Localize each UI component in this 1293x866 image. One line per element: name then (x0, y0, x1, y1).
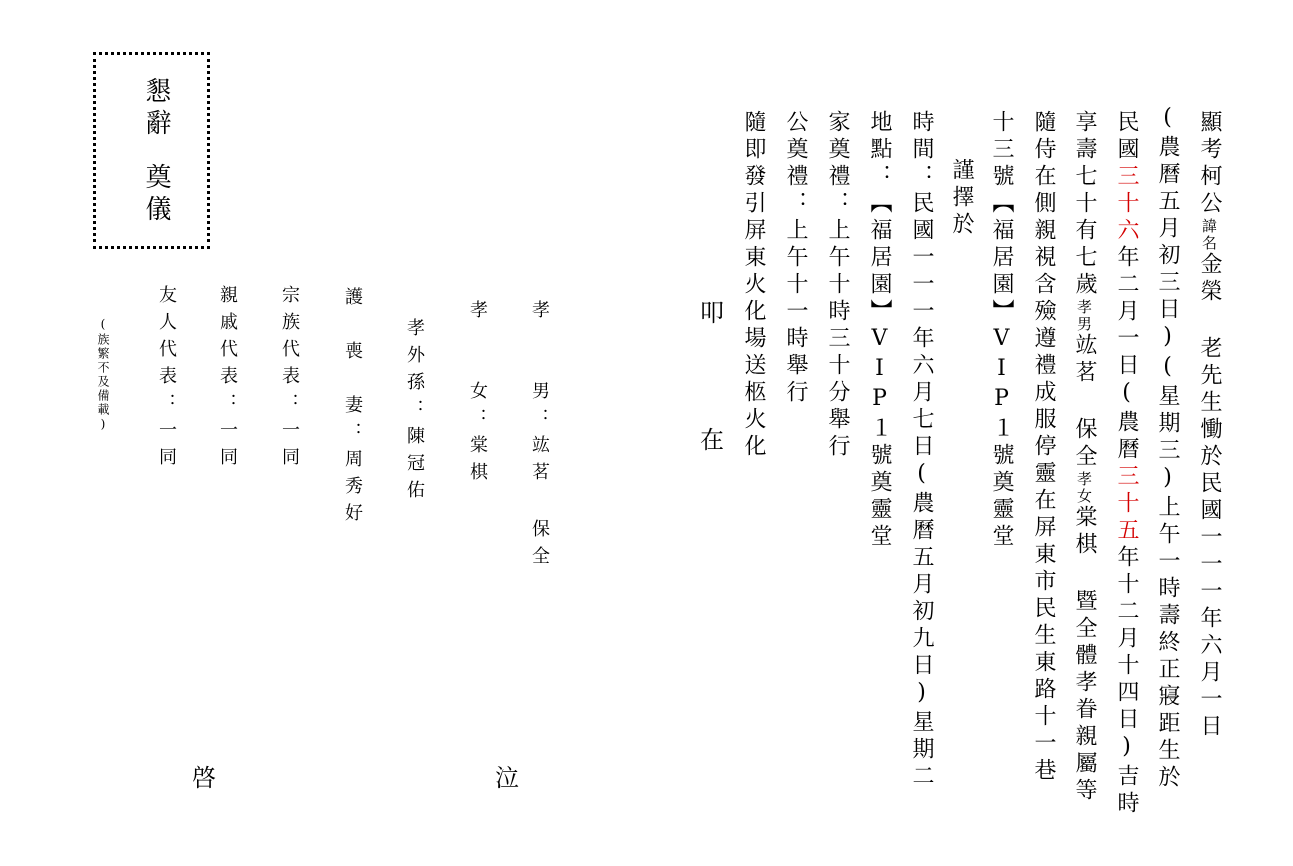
family-friends: 友人代表：一同 (156, 285, 177, 474)
family-note: (族繁不及備載) (96, 317, 110, 433)
family-daughter: 孝 女：棠棋 (467, 300, 488, 489)
notice-col-2-text: (農曆五月初三日)(星期三)上午一時壽終正寢距生於 (1155, 105, 1180, 792)
notice-col-2 (1156, 105, 1178, 792)
notice-col-3 (1115, 110, 1137, 818)
text-segment: 竑茗 保全 (1072, 333, 1097, 471)
notice-col-1-text: 金榮 老先生慟於民國一一一年六月一日 (1197, 252, 1222, 741)
family-ceremony-line: 家奠禮：上午十時三十分舉行 (825, 110, 850, 461)
family-grandson: 孝外孫：陳冠佑 (404, 318, 425, 507)
announce-char: 啓 (192, 764, 216, 792)
notice-col-8 (910, 110, 932, 791)
notice-col-9 (868, 110, 890, 551)
daughter-label-small: 孝女 (1075, 471, 1093, 505)
zai-char: 在 (700, 426, 724, 454)
birth-year-red: 三十六 (1114, 164, 1139, 245)
decline-gifts-box (93, 52, 210, 249)
time-line: 時間：民國一一一年六月七日(農曆五月初九日)星期二 (909, 110, 934, 791)
weep-char: 泣 (495, 764, 519, 792)
kou-char: 叩 (700, 299, 724, 327)
text-segment: 民國 (1114, 110, 1139, 164)
notice-col-12 (742, 110, 764, 461)
notice-col-7 (950, 158, 972, 239)
notice-col-5-text: 隨侍在側親視含殮遵禮成服停靈在屏東市民生東路十一巷 (1031, 110, 1056, 785)
decline-text-1: 懇辭 (141, 77, 171, 141)
notice-col-5 (1032, 110, 1054, 785)
lunar-year-red: 三十五 (1114, 464, 1139, 545)
family-relatives: 親戚代表：一同 (217, 285, 238, 474)
location-line: 地點：【福居園】VIP１號奠靈堂 (867, 110, 892, 551)
text-segment: 棠棋 暨全體孝眷親屬等 (1072, 505, 1097, 805)
honorific-small: 諱名 (1200, 218, 1218, 252)
decline-text-2: 奠儀 (141, 163, 171, 227)
notice-col-4 (1073, 110, 1095, 805)
deceased-title: 顯考柯公 (1197, 110, 1222, 218)
cremation-line: 隨即發引屏東火化場送柩火化 (741, 110, 766, 461)
notice-col-10 (826, 110, 848, 461)
family-clan: 宗族代表：一同 (279, 285, 300, 474)
family-widow: 護 喪 妻：周秀好 (342, 287, 363, 530)
text-segment: 享壽七十有七歲 (1072, 110, 1097, 299)
notice-col-7-text: 謹擇於 (949, 158, 974, 239)
notice-col-11 (784, 110, 806, 407)
notice-col-6-text: 十三號【福居園】VIP１號奠靈堂 (989, 110, 1014, 551)
son-label-small: 孝男 (1075, 299, 1093, 333)
public-ceremony-line: 公奠禮：上午十一時舉行 (783, 110, 808, 407)
notice-col-6 (990, 110, 1012, 551)
family-son: 孝 男：竑茗 保全 (529, 300, 550, 573)
notice-col-1 (1198, 110, 1220, 741)
text-segment: 年二月一日(農曆 (1114, 245, 1139, 464)
text-segment: 年十二月十四日)吉時 (1114, 545, 1139, 818)
